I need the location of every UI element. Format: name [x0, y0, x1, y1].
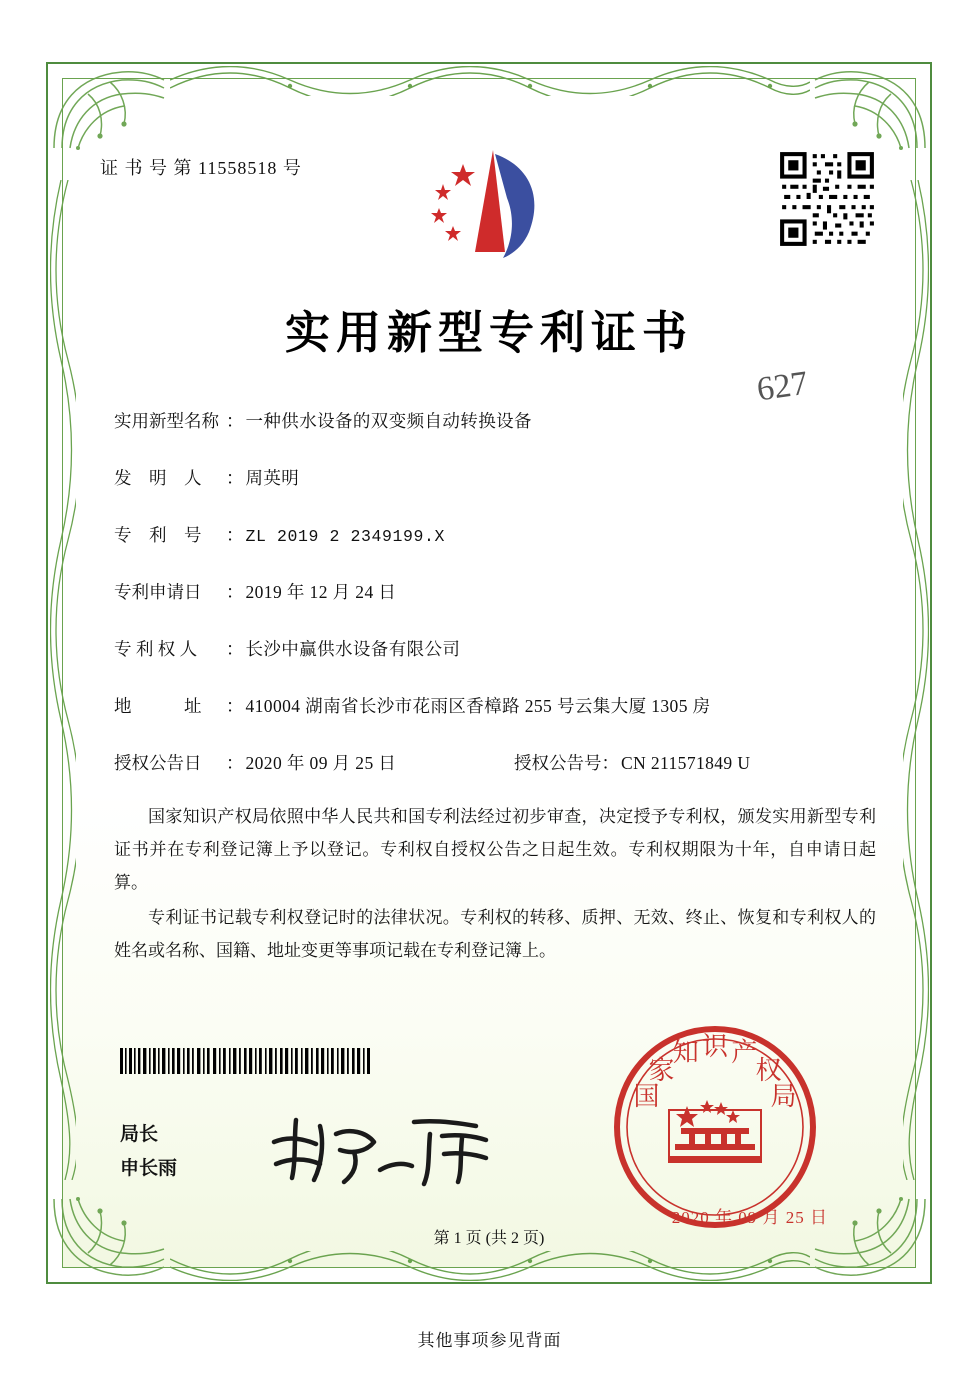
- field-label: 专 利 权 人: [114, 639, 198, 659]
- svg-text:识: 识: [701, 1032, 729, 1062]
- seal-date: 2020 年 09 月 25 日: [671, 1208, 828, 1227]
- signature-block: [120, 1118, 177, 1186]
- field-row-patent-number: [114, 522, 874, 547]
- legal-paragraph-2: 专利证书记载专利权登记时的法律状况。专利权的转移、质押、无效、终止、恢复和专利权人的姓名或名称、国籍、地址变更等事项记载在专利登记簿上。: [114, 908, 876, 960]
- field-row-utility-model-name: [114, 408, 874, 433]
- field-row-address: [114, 693, 874, 718]
- field-value: 一种供水设备的双变频自动转换设备: [245, 411, 532, 431]
- field-label: 发 明 人: [114, 468, 202, 488]
- field-label: 授权公告日: [114, 753, 202, 773]
- certificate-content: [62, 78, 916, 1268]
- field-value: CN 211571849 U: [621, 753, 751, 773]
- qr-code: [776, 148, 878, 250]
- field-value: 长沙中赢供水设备有限公司: [245, 639, 461, 659]
- svg-text:产: 产: [731, 1038, 758, 1069]
- field-row-grant-announcement: [114, 750, 874, 775]
- cnipa-logo-icon: [417, 140, 567, 260]
- page-title: 实用新型专利证书: [284, 306, 693, 359]
- svg-text:国: 国: [633, 1081, 660, 1112]
- legal-text: [114, 800, 876, 969]
- field-colon: ：: [226, 639, 244, 659]
- field-list: [114, 408, 874, 801]
- field-value: 410004 湖南省长沙市花雨区香樟路 255 号云集大厦 1305 房: [245, 696, 711, 716]
- field-label: 专 利 号: [114, 525, 202, 545]
- field-grant-date: [114, 750, 514, 775]
- handwritten-mark: 627: [754, 364, 811, 409]
- field-value: 2020 年 09 月 25 日: [245, 753, 397, 773]
- field-colon: ：: [601, 753, 619, 773]
- svg-text:权: 权: [755, 1055, 782, 1086]
- footer-note: 其他事项参见背面: [417, 1331, 562, 1350]
- page-number: 第 1 页 (共 2 页): [433, 1230, 545, 1247]
- commissioner-title: 局长: [120, 1124, 159, 1145]
- field-colon: ：: [226, 468, 244, 488]
- field-row-inventor: [114, 465, 874, 490]
- field-row-patentee: [114, 636, 874, 661]
- field-label: 地 址: [114, 696, 202, 716]
- field-value: 2019 年 12 月 24 日: [245, 582, 397, 602]
- legal-paragraph-1: 国家知识产权局依照中华人民共和国专利法经过初步审查，决定授予专利权，颁发实用新型专利证书并在专利登记簿上予以登记。专利权自授权公告之日起生效。专利权期限为十年，自申请日起算。: [114, 807, 876, 892]
- field-colon: ：: [226, 582, 244, 602]
- svg-text:家: 家: [648, 1055, 675, 1086]
- svg-text:局: 局: [770, 1081, 797, 1112]
- svg-text:知: 知: [672, 1038, 699, 1069]
- certificate-number: 证 书 号 第 11558518 号: [100, 158, 302, 178]
- commissioner-name: 申长雨: [120, 1158, 178, 1179]
- field-row-application-date: [114, 579, 874, 604]
- field-colon: ：: [226, 753, 244, 773]
- field-label: 授权公告号: [514, 753, 602, 773]
- field-colon: ：: [226, 411, 244, 431]
- field-value: 周英明: [245, 468, 300, 488]
- field-label: 专利申请日: [114, 582, 202, 602]
- field-value: ZL 2019 2 2349199.X: [245, 527, 446, 546]
- barcode: [120, 1048, 375, 1074]
- field-colon: ：: [226, 525, 244, 545]
- field-colon: ：: [226, 696, 244, 716]
- handwritten-signature: [262, 1108, 502, 1194]
- field-label: 实用新型名称: [114, 411, 219, 431]
- field-grant-number: [514, 750, 750, 775]
